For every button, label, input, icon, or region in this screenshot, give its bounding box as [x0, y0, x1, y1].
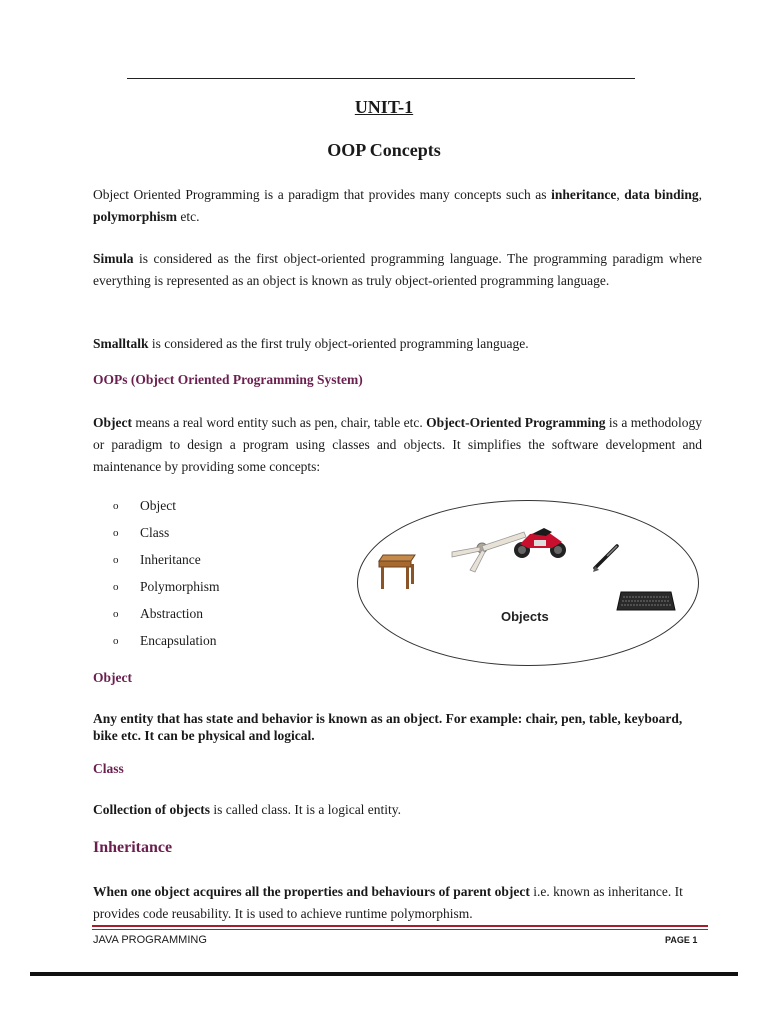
- simula-paragraph: Simula is considered as the first object-oriented programming language. The programming paradigm where everything is represented as an object is known as truly object-oriented programming language.: [93, 251, 702, 288]
- list-item: o Polymorphism: [113, 579, 220, 594]
- object-definition: Any entity that has state and behavior is known as an object. For example: chair, pen, table, keyboard, bike etc. It can be physical and logical.: [93, 711, 683, 743]
- header-rule: [127, 78, 635, 79]
- objects-label: Objects: [501, 609, 549, 624]
- list-item: o Encapsulation: [113, 633, 217, 648]
- footer-rule-thin: [92, 929, 708, 930]
- concept-list: [113, 496, 220, 658]
- class-definition: Collection of objects is called class. It is a logical entity.: [93, 802, 402, 817]
- object-paragraph: Object means a real word entity such as pen, chair, table etc. Object-Oriented Programming is a methodology or paradigm to design a program using classes and objects. It simplifies the software development and maintenance by providing some concepts:: [93, 415, 702, 474]
- intro-paragraph: Object Oriented Programming is a paradigm that provides many concepts such as inheritance, data binding, polymorphism etc.: [93, 187, 703, 224]
- bottom-divider: [30, 972, 738, 976]
- page-title: OOP Concepts: [327, 140, 441, 160]
- list-item: o Inheritance: [113, 552, 201, 567]
- footer-title: JAVA PROGRAMMING: [93, 934, 207, 946]
- list-item: o Class: [113, 525, 170, 540]
- table-icon: [379, 555, 415, 589]
- pen-icon: [593, 546, 617, 572]
- inheritance-definition: When one object acquires all the properties and behaviours of parent object i.e. known as inheritance. It provides code reusability. It is used to achieve runtime polymorphism.: [93, 884, 683, 921]
- footer-rule: [92, 925, 708, 927]
- oops-heading: OOPs (Object Oriented Programming System): [93, 372, 363, 387]
- keyboard-icon: [617, 592, 675, 610]
- inheritance-heading: Inheritance: [93, 839, 173, 856]
- objects-illustration: [357, 500, 699, 666]
- unit-title: UNIT-1: [354, 97, 414, 117]
- object-heading: Object: [93, 670, 132, 685]
- page-number: PAGE 1: [665, 935, 698, 945]
- smalltalk-paragraph: Smalltalk is considered as the first truly object-oriented programming language.: [93, 336, 529, 351]
- class-heading: Class: [93, 761, 124, 776]
- list-item: o Object: [113, 498, 176, 513]
- list-item: o Abstraction: [113, 606, 203, 621]
